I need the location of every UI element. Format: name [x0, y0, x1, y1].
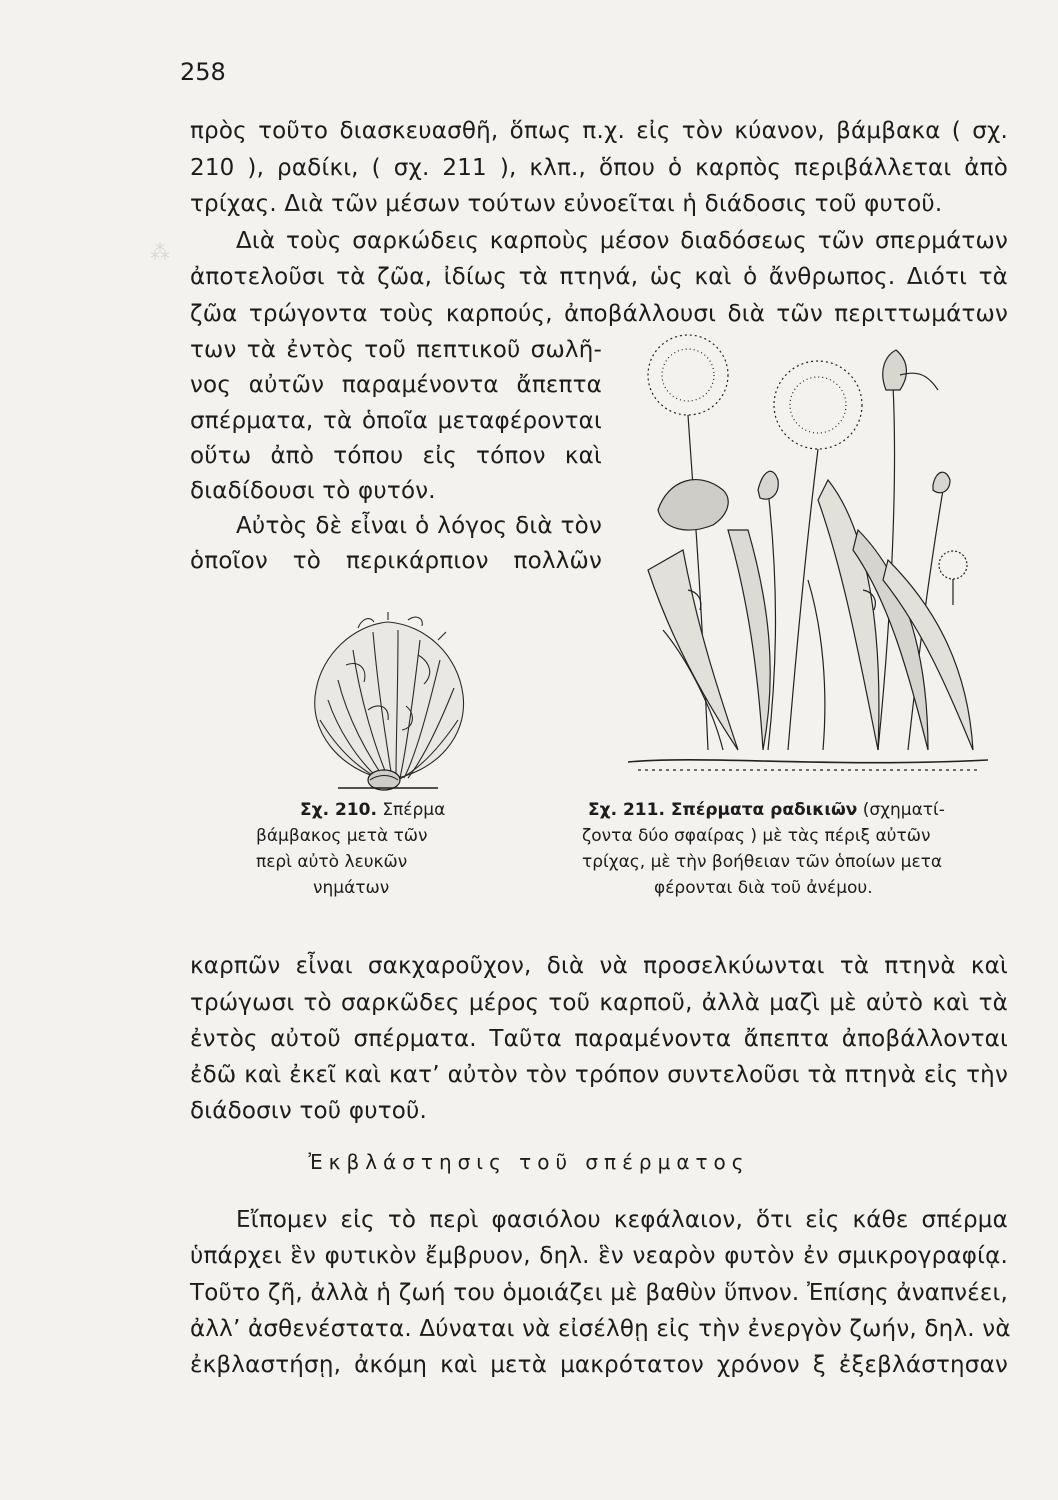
figure-211-caption-text: (σχηματί-	[862, 800, 945, 820]
figure-210-caption-line: περὶ αὐτὸ λευκῶν	[256, 852, 408, 872]
bleed-through-shading: ⁂	[150, 240, 170, 264]
text-line: τρώγωσι τὸ σαρκῶδες μέρος τοῦ καρποῦ, ἀλλὰ μαζὶ μὲ αὐτὸ καὶ τὰ	[190, 990, 1008, 1016]
text-line: Αὐτὸς δὲ εἶναι ὁ λόγος διὰ τὸν	[236, 513, 602, 539]
figure-210-label: Σχ. 210.	[300, 800, 377, 820]
text-line: διάδοσιν τοῦ φυτοῦ.	[190, 1098, 428, 1124]
text-line: πρὸς τοῦτο διασκευασθῆ, ὅπως π.χ. εἰς τὸν κύανον, βάμβακα ( σχ.	[190, 118, 1008, 144]
text-line: Τοῦτο ζῆ, ἀλλὰ ἡ ζωή του ὁμοιάζει μὲ βαθὺν ὕπνον. Ἐπίσης ἀναπνέει,	[190, 1280, 1008, 1306]
text-line: διαδίδουσι τὸ φυτόν.	[190, 478, 436, 504]
figure-211-caption-line: φέρονται διὰ τοῦ ἀνέμου.	[654, 878, 873, 898]
text-line: Εἴπομεν εἰς τὸ περὶ φασιόλου κεφάλαιον, ὅτι εἰς κάθε σπέρμα	[236, 1207, 1008, 1233]
figure-210-caption-text: Σπέρμα	[382, 800, 446, 820]
page-number: 258	[180, 58, 226, 86]
text-line: ὁποῖον τὸ περικάρπιον πολλῶν	[190, 548, 602, 574]
figure-211-dandelion-illustration	[628, 330, 988, 780]
text-line: Διὰ τοὺς σαρκώδεις καρποὺς μέσον διαδόσεως τῶν σπερμάτων	[236, 228, 1008, 254]
text-line: οὕτω ἀπὸ τόπου εἰς τόπον καὶ	[190, 443, 602, 469]
figure-210-caption-line	[300, 800, 445, 820]
figure-211-caption-line	[588, 800, 945, 820]
text-line: νος αὐτῶν παραμένοντα ἄπεπτα	[190, 372, 602, 398]
figure-211-caption-line: τρίχας, μὲ τὴν βοήθειαν τῶν ὁποίων μετα	[582, 852, 943, 872]
text-line: ζῶα τρώγοντα τοὺς καρπούς, ἀποβάλλουσι διὰ τῶν περιττωμάτων	[190, 301, 1008, 327]
figure-210-cotton-seed-illustration	[298, 610, 478, 800]
text-line: καρπῶν εἶναι σακχαροῦχον, διὰ νὰ προσελκύωνται τὰ πτηνὰ καὶ	[190, 953, 1008, 979]
text-line: ἐκβλαστήσῃ, ἀκόμη καὶ μετὰ μακρότατον χρόνον ξ ἐξεβλάστησαν	[190, 1352, 1008, 1378]
text-line: ἐδῶ καὶ ἐκεῖ καὶ κατ’ αὐτὸν τὸν τρόπον συντελοῦσι τὰ πτηνὰ εἰς τὴν	[190, 1062, 1008, 1088]
text-line: ἐντὸς αὐτοῦ σπέρματα. Ταῦτα παραμένοντα ἄπεπτα ἀποβάλλονται	[190, 1026, 1008, 1052]
figure-211-label: Σχ. 211. Σπέρματα ραδικιῶν	[588, 800, 858, 820]
section-heading: Ἐκβλάστησις τοῦ σπέρματος	[308, 1150, 750, 1174]
text-line: τρίχας. Διὰ τῶν μέσων τούτων εὐνοεῖται ἡ διάδοσις τοῦ φυτοῦ.	[190, 191, 943, 217]
text-line: των τὰ ἐντὸς τοῦ πεπτικοῦ σωλῆ-	[190, 337, 602, 363]
figure-210-caption-line: βάμβακος μετὰ τῶν	[256, 826, 428, 846]
figure-211-caption-line: ζοντα δύο σφαίρας ) μὲ τὰς πέριξ αὐτῶν	[582, 826, 931, 846]
text-line: ὑπάρχει ἓν φυτικὸν ἔμβρυον, δηλ. ἓν νεαρὸν φυτὸν ἐν σμικρογραφίᾳ.	[190, 1243, 1008, 1269]
figure-210-caption-line: νημάτων	[313, 878, 390, 898]
text-line: ἀποτελοῦσι τὰ ζῶα, ἰδίως τὰ πτηνά, ὡς καὶ ὁ ἄνθρωπος. Διότι τὰ	[190, 264, 1008, 290]
text-line: 210 ), ραδίκι, ( σχ. 211 ), κλπ., ὅπου ὁ καρπὸς περιβάλλεται ἀπὸ	[190, 155, 1008, 181]
text-line: σπέρματα, τὰ ὁποῖα μεταφέρονται	[190, 408, 602, 434]
text-line: ἀλλ’ ἀσθενέστατα. Δύναται νὰ εἰσέλθῃ εἰς τὴν ἐνεργὸν ζωήν, δηλ. νὰ	[190, 1316, 1011, 1342]
